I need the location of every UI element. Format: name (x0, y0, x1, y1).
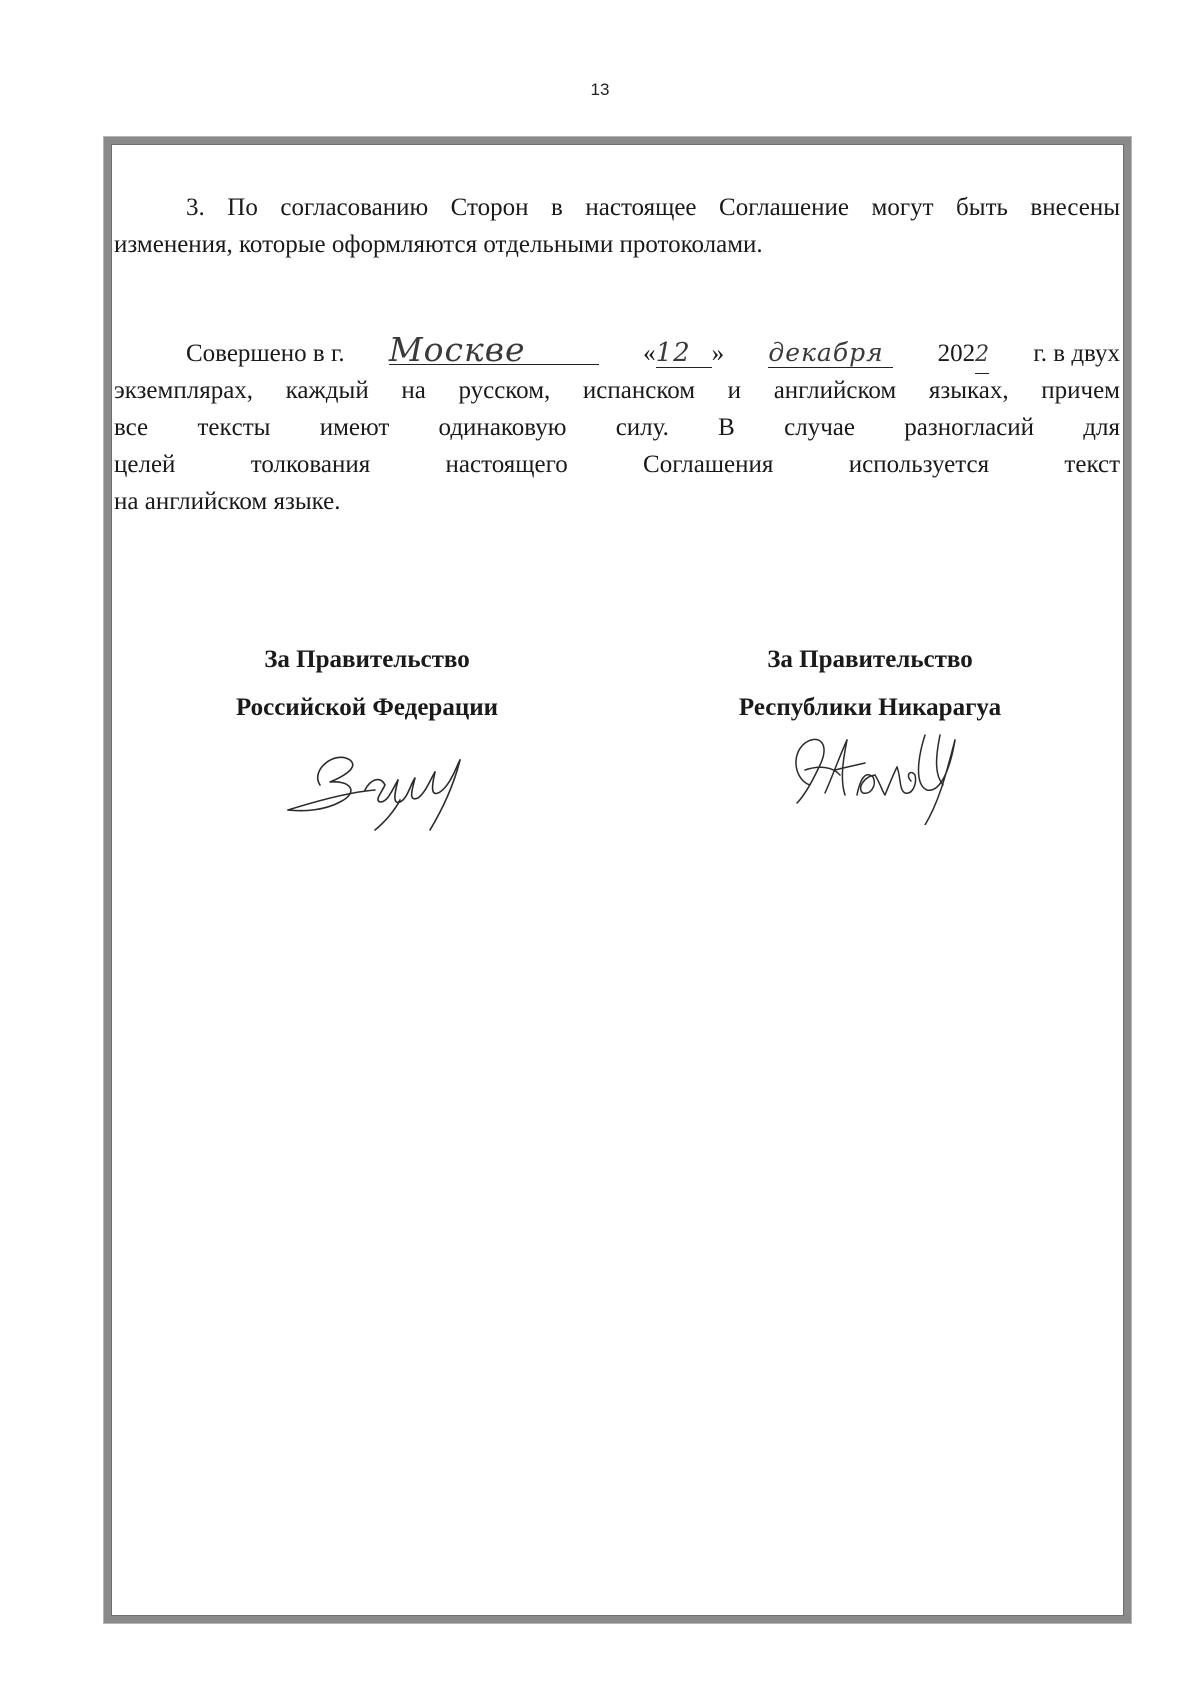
done-line-4: целей толкования настоящего Соглашения используется текст (114, 451, 1120, 478)
quote-close: » (711, 340, 725, 367)
done-clause-line-1 (114, 330, 1120, 372)
city-field: Москве (389, 336, 599, 365)
signature-russia (280, 730, 515, 835)
year-prefix: 202 (937, 340, 976, 367)
year-group (938, 335, 990, 374)
done-line-2: экземплярах, каждый на русском, испанском и английском языках, причем (114, 377, 1120, 404)
clause-3-line-1 (114, 189, 1120, 226)
done-line-5: на английском языке. (114, 488, 341, 515)
signatory-line-2: Республики Никарагуа (738, 694, 1002, 721)
day-field: 12 (656, 339, 712, 368)
done-line-3: все текcты имеют одинаковую силу. В случае разногласий для (114, 414, 1120, 441)
signatory-line-2: Российской Федерации (235, 694, 499, 721)
signature-nicaragua (785, 715, 985, 825)
signature-block-russia (157, 636, 577, 732)
done-prefix: Совершено в г. (186, 340, 345, 367)
signatory-line-1: За Правительство (767, 646, 973, 673)
page-number: 13 (590, 80, 610, 99)
quote-open: « (643, 340, 656, 367)
done-clause (114, 330, 1120, 520)
clause-3 (114, 189, 1120, 263)
month-field: декабря (768, 339, 893, 368)
clause-3-text-1: По согласованию Сторон в настоящее Соглашение могут быть внесены (227, 194, 1121, 221)
year-digit-field: 2 (975, 336, 989, 374)
clause-3-number: 3. (186, 194, 205, 221)
date-day-group (643, 335, 724, 372)
after-year: г. в двух (1033, 340, 1120, 367)
signatory-line-1: За Правительство (264, 646, 470, 673)
clause-3-text-2: изменения, которые оформляются отдельными протоколами. (114, 231, 763, 258)
